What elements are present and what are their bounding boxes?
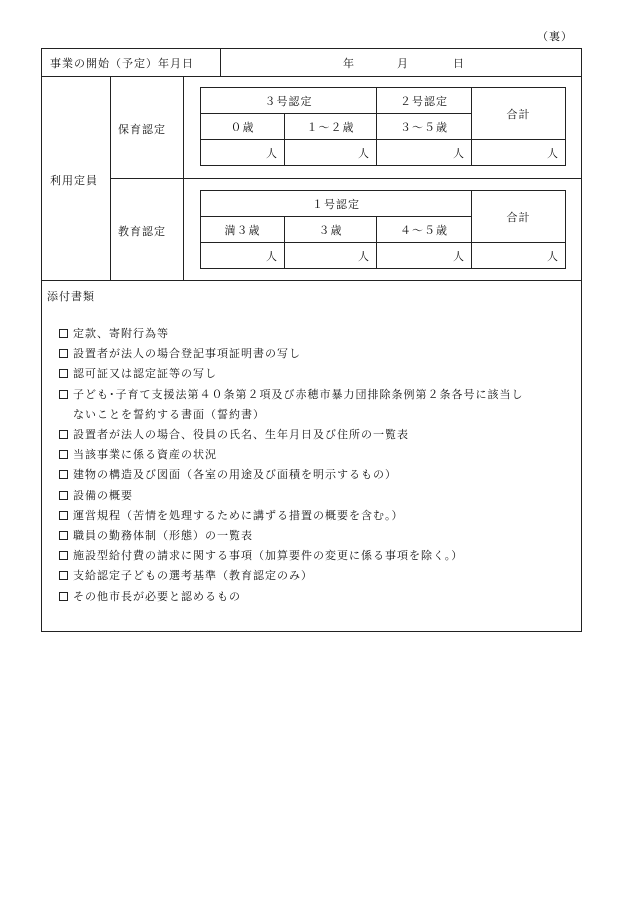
education-count-3[interactable]: 人 [285, 243, 377, 269]
attachment-item[interactable]: その他市長が必要と認めるもの [59, 587, 579, 607]
capacity-mid-divider [110, 178, 582, 179]
childcare-capacity-table [200, 87, 566, 166]
attachment-item[interactable]: 支給認定子どもの選考基準（教育認定のみ） [59, 566, 579, 586]
checkbox-icon[interactable] [59, 329, 68, 338]
childcare-count-age-3-5[interactable]: 人 [377, 140, 472, 166]
education-total-header: 合計 [472, 191, 566, 243]
start-date-label: 事業の開始（予定）年月日 [50, 57, 194, 70]
childcare-count-age-0[interactable]: 人 [201, 140, 285, 166]
attachment-item[interactable]: 施設型給付費の請求に関する事項（加算要件の変更に係る事項を除く。） [59, 546, 579, 566]
row-divider-1 [41, 76, 582, 77]
checkbox-icon[interactable] [59, 592, 68, 601]
attachment-item[interactable]: 認可証又は認定証等の写し [59, 364, 579, 384]
checkbox-icon[interactable] [59, 430, 68, 439]
attachment-item[interactable]: 設置者が法人の場合登記事項証明書の写し [59, 344, 579, 364]
childcare-label: 保育認定 [118, 123, 166, 136]
childcare-group-3: ３号認定 [201, 88, 377, 114]
checkbox-icon[interactable] [59, 470, 68, 479]
checkbox-icon[interactable] [59, 571, 68, 580]
attachment-item[interactable]: 職員の勤務体制（形態）の一覧表 [59, 526, 579, 546]
checkbox-icon[interactable] [59, 369, 68, 378]
page-mark: （裏） [537, 30, 573, 43]
education-capacity-table [200, 190, 566, 269]
capacity-label: 利用定員 [50, 174, 98, 187]
row-divider-2 [41, 280, 582, 281]
checkbox-icon[interactable] [59, 491, 68, 500]
checkbox-icon[interactable] [59, 531, 68, 540]
attachment-item[interactable]: 設備の概要 [59, 486, 579, 506]
childcare-age-1-2: １～２歳 [285, 114, 377, 140]
childcare-total-header: 合計 [472, 88, 566, 140]
education-group-1: １号認定 [201, 191, 472, 217]
attachment-item-continuation: ないことを誓約する書面（誓約書） [73, 407, 265, 421]
start-date-divider [220, 48, 221, 76]
start-date-day: 日 [453, 57, 465, 70]
attachment-item[interactable]: 当該事業に係る資産の状況 [59, 445, 579, 465]
childcare-age-3-5: ３～５歳 [377, 114, 472, 140]
education-count-4-5[interactable]: 人 [377, 243, 472, 269]
childcare-group-2: ２号認定 [377, 88, 472, 114]
attachment-item[interactable]: 建物の構造及び図面（各室の用途及び面積を明示するもの） [59, 465, 579, 485]
education-count-total[interactable]: 人 [472, 243, 566, 269]
checkbox-icon[interactable] [59, 390, 68, 399]
attachment-item[interactable]: 子ども･子育て支援法第４０条第２項及び赤穂市暴力団排除条例第２条各号に該当し [59, 385, 579, 405]
attachment-item[interactable]: 運営規程（苦情を処理するために講ずる措置の概要を含む。） [59, 506, 579, 526]
education-age-3: ３歳 [285, 217, 377, 243]
start-date-year: 年 [343, 57, 355, 70]
education-age-4-5: ４～５歳 [377, 217, 472, 243]
checkbox-icon[interactable] [59, 349, 68, 358]
childcare-count-total[interactable]: 人 [472, 140, 566, 166]
checkbox-icon[interactable] [59, 551, 68, 560]
education-count-full-3[interactable]: 人 [201, 243, 285, 269]
attachments-list [59, 324, 579, 607]
education-label: 教育認定 [118, 225, 166, 238]
checkbox-icon[interactable] [59, 450, 68, 459]
childcare-count-age-1-2[interactable]: 人 [285, 140, 377, 166]
attachments-label: 添付書類 [47, 290, 95, 303]
education-age-full-3: 満３歳 [201, 217, 285, 243]
checkbox-icon[interactable] [59, 511, 68, 520]
attachment-item[interactable]: 定款、寄附行為等 [59, 324, 579, 344]
attachment-item[interactable]: 設置者が法人の場合、役員の氏名、生年月日及び住所の一覧表 [59, 425, 579, 445]
childcare-age-0: ０歳 [201, 114, 285, 140]
start-date-month: 月 [397, 57, 409, 70]
